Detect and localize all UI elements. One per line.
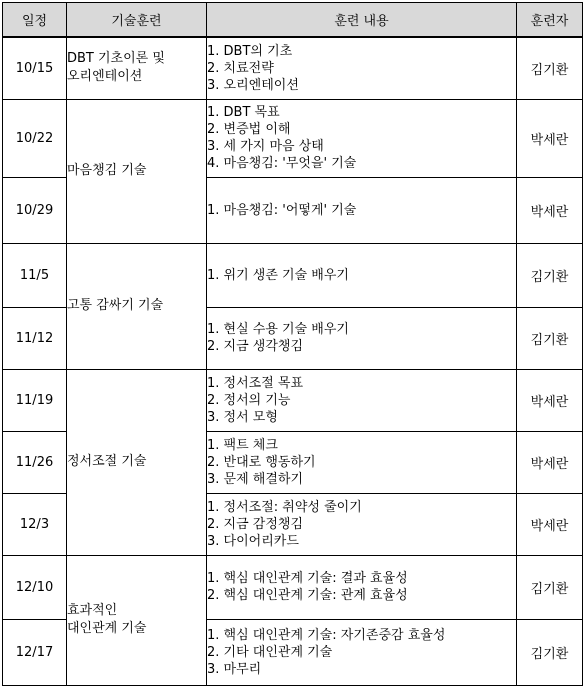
date-cell: 10/15: [3, 37, 67, 99]
date-cell: 11/5: [3, 243, 67, 307]
content-item: 2. 변증법 이해: [207, 122, 291, 137]
trainer-cell: 김기환: [517, 555, 583, 619]
content-item: 1. 마음챙김: '어떻게' 기술: [207, 202, 357, 218]
content-cell: [207, 369, 517, 431]
training-schedule-table: [2, 2, 583, 686]
trainer-cell: 김기환: [517, 243, 583, 307]
content-cell: [207, 177, 517, 243]
skill-line: 오리엔테이션: [67, 69, 143, 85]
skill-line: 마음챙김 기술: [67, 163, 147, 178]
content-item: 3. 마무리: [207, 661, 262, 677]
content-cell: [207, 243, 517, 307]
content-item: 2. 반대로 행동하기: [207, 454, 316, 470]
trainer-cell: 박세란: [517, 369, 583, 431]
content-cell: [207, 555, 517, 619]
content-item: 1. 위기 생존 기술 배우기: [207, 267, 349, 283]
date-cell: 11/26: [3, 431, 67, 493]
header-trainer: 훈련자: [517, 3, 583, 38]
content-item: 2. 지금 감정챙김: [207, 516, 304, 532]
date-cell: 10/22: [3, 99, 67, 177]
content-cell: [207, 99, 517, 177]
content-item: 1. 현실 수용 기술 배우기: [207, 322, 349, 337]
content-item: 2. 치료전략: [207, 60, 274, 76]
content-cell: [207, 431, 517, 493]
content-item: 2. 기타 대인관계 기술: [207, 644, 333, 660]
header-row: [3, 3, 583, 38]
content-item: 3. 세 가지 마음 상태: [207, 139, 324, 154]
trainer-cell: 박세란: [517, 99, 583, 177]
date-cell: 11/19: [3, 369, 67, 431]
trainer-cell: 박세란: [517, 493, 583, 555]
trainer-cell: 박세란: [517, 177, 583, 243]
content-cell: [207, 37, 517, 99]
content-item: 1. DBT의 기초: [207, 43, 293, 59]
table-row: [3, 369, 583, 431]
table-row: [3, 243, 583, 307]
content-item: 3. 문제 해결하기: [207, 471, 304, 487]
date-cell: 12/17: [3, 619, 67, 685]
header-content: 훈련 내용: [207, 3, 517, 38]
content-item: 1. 정서조절: 취약성 줄이기: [207, 499, 362, 515]
content-item: 1. 팩트 체크: [207, 437, 278, 453]
skill-cell: [67, 37, 207, 99]
content-item: 1. 핵심 대인관계 기술: 결과 효율성: [207, 571, 408, 586]
content-cell: [207, 307, 517, 369]
content-item: 2. 핵심 대인관계 기술: 관계 효율성: [207, 588, 408, 603]
trainer-cell: 박세란: [517, 431, 583, 493]
trainer-cell: 김기환: [517, 307, 583, 369]
skill-line: DBT 기초이론 및: [67, 51, 165, 67]
skill-cell: [67, 369, 207, 555]
content-cell: [207, 619, 517, 685]
content-item: 1. 정서조절 목표: [207, 375, 304, 391]
date-cell: 12/3: [3, 493, 67, 555]
table-row: [3, 99, 583, 177]
content-item: 3. 오리엔테이션: [207, 77, 299, 93]
skill-line: 대인관계 기술: [67, 621, 147, 636]
date-cell: 10/29: [3, 177, 67, 243]
content-item: 2. 지금 생각챙김: [207, 339, 304, 354]
content-item: 2. 정서의 기능: [207, 392, 291, 408]
content-cell: [207, 493, 517, 555]
table-row: [3, 37, 583, 99]
date-cell: 11/12: [3, 307, 67, 369]
table-row: [3, 555, 583, 619]
content-item: 3. 정서 모형: [207, 409, 278, 425]
header-date: 일정: [3, 3, 67, 38]
skill-line: 고통 감싸기 기술: [67, 298, 164, 313]
header-skill: 기술훈련: [67, 3, 207, 38]
content-item: 3. 다이어리카드: [207, 533, 299, 549]
trainer-cell: 김기환: [517, 619, 583, 685]
skill-line: 효과적인: [67, 603, 118, 618]
skill-cell: [67, 243, 207, 369]
content-item: 1. 핵심 대인관계 기술: 자기존중감 효율성: [207, 627, 446, 643]
skill-line: 정서조절 기술: [67, 454, 147, 469]
trainer-cell: 김기환: [517, 37, 583, 99]
content-item: 1. DBT 목표: [207, 105, 280, 120]
content-item: 4. 마음챙김: '무엇을' 기술: [207, 156, 357, 171]
date-cell: 12/10: [3, 555, 67, 619]
skill-cell: [67, 99, 207, 243]
skill-cell: [67, 555, 207, 685]
